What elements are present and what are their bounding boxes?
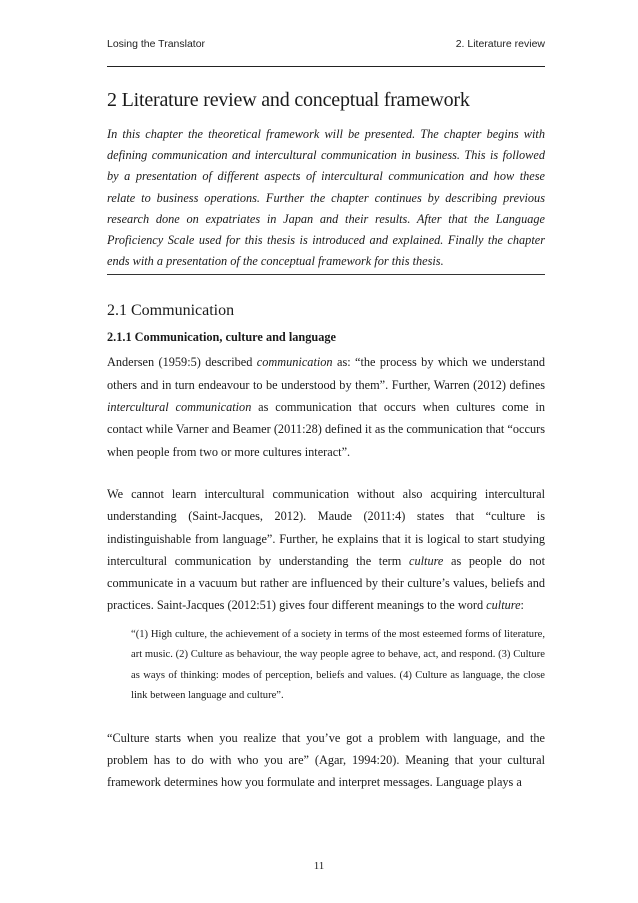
emphasis-term: communication [256,355,333,370]
header-divider [107,66,545,67]
paragraph-text: as people do not communicate in a vacuum but rather are influenced by their culture’s values, beliefs and practices. Saint-Jacques (2012:51) gives four different meanings to the word [107,553,545,613]
emphasis-term: culture [486,598,521,613]
chapter-title: 2 Literature review and conceptual framework [107,89,470,111]
paragraph-text: Andersen (1959:5) described [107,355,257,370]
paragraph-culture-language [107,483,545,617]
running-header-title: Losing the Translator [107,38,206,50]
paragraph-agar-quote: “Culture starts when you realize that you’ve got a problem with language, and the problem has to do with who you are” (Agar, 1994:20). Meaning that your cultural framework determines how you formulate and interpret messages. Language plays a [107,730,545,790]
intro-divider [107,274,545,275]
emphasis-term: intercultural communication [107,400,252,415]
page-number: 11 [313,860,325,872]
chapter-intro: In this chapter the theoretical framework will be presented. The chapter begins with defining communication and intercultural communication in business. This is followed by a presentation of different aspects of intercultural communication and how these relate to business operations. Further the chapter continues by describing previous research done on expatriates in Japan and their results. After that the Language Proficiency Scale used for this thesis is introduced and explained. Finally the chapter ends with a presentation of the conceptual framework for this thesis. [107,127,545,269]
block-quote: “(1) High culture, the achievement of a society in terms of the most esteemed forms of literature, art music. (2) Culture as behaviour, the way people agree to behave, act, and respond. (3) Culture as ways of thinking: modes of perception, beliefs and values. (4) Culture as language, the close link between language and culture”. [131,628,545,702]
subsection-title: 2.1.1 Communication, culture and language [107,330,336,345]
paragraph-text: We cannot learn intercultural communication without also acquiring intercultural understanding (Saint-Jacques, 2012). Maude (2011:4) states that “culture is indistinguishable from language”. Further, he explains that it is logical to start studying intercultural communication by understanding the term [107,486,545,568]
page-content [107,85,545,794]
paragraph-communication-definitions [107,351,545,462]
paragraph-text: as communication that occurs when cultures come in contact while Varner and Beamer (2011:28) defined it as the communication that “occurs when people from two or more cultures interact”. [107,400,545,459]
running-header-chapter: 2. Literature review [455,38,545,50]
paragraph-text: : [520,598,524,613]
paragraph-text: as: “the process by which we understand others and in turn endeavour to be understood by them”. Further, Warren (2012) defines [107,355,545,392]
section-title: 2.1 Communication [107,302,235,320]
emphasis-term: culture [409,553,444,568]
